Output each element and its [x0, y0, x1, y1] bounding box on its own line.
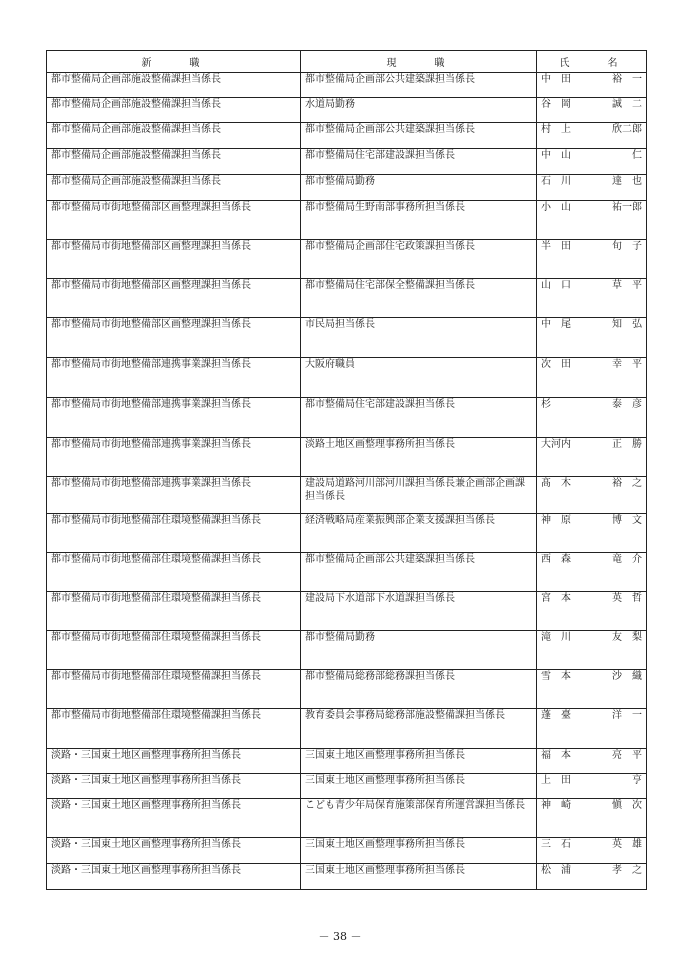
name-cell [537, 279, 647, 318]
name-wrap [541, 514, 642, 527]
given-name: 英 雄 [612, 839, 642, 850]
name-wrap [541, 175, 642, 188]
header-name: 氏 名 [537, 51, 647, 73]
new-post-cell: 都市整備局市街地整備部住環境整備課担当係長 [47, 670, 301, 709]
table-row [47, 592, 647, 631]
current-post-cell: 都市整備局企画部住宅政策課担当係長 [301, 240, 537, 279]
given-name: 亮 平 [612, 750, 642, 761]
family-name: 村 上 [541, 124, 571, 135]
table-row [47, 514, 647, 553]
table-row [47, 123, 647, 149]
name-wrap [541, 398, 642, 411]
name-wrap [541, 438, 642, 451]
current-post-cell: 三国東土地区画整理事務所担当係長 [301, 864, 537, 890]
given-name: 裕 一 [612, 74, 642, 85]
given-name: 祐一郎 [612, 202, 642, 213]
name-cell [537, 98, 647, 123]
family-name: 中 尾 [541, 319, 571, 330]
new-post-cell: 都市整備局企画部施設整備課担当係長 [47, 98, 301, 123]
name-cell [537, 358, 647, 398]
name-cell [537, 240, 647, 279]
name-wrap [541, 240, 642, 253]
current-post-cell: 経済戦略局産業振興部企業支援課担当係長 [301, 514, 537, 553]
family-name: 大河内 [541, 439, 571, 450]
name-cell [537, 864, 647, 890]
header-new-post: 新 職 [47, 51, 301, 73]
name-cell [537, 73, 647, 98]
given-name: 幸 平 [612, 359, 642, 370]
name-wrap [541, 592, 642, 605]
name-wrap [541, 709, 642, 722]
family-name: 石 川 [541, 176, 571, 187]
new-post-cell: 都市整備局市街地整備部住環境整備課担当係長 [47, 709, 301, 749]
given-name: 欣二郎 [612, 124, 642, 135]
family-name: 半 田 [541, 241, 571, 252]
new-post-cell: 都市整備局市街地整備部区画整理課担当係長 [47, 240, 301, 279]
new-post-cell: 都市整備局市街地整備部区画整理課担当係長 [47, 279, 301, 318]
name-wrap [541, 358, 642, 371]
name-cell [537, 438, 647, 477]
personnel-table [46, 50, 647, 890]
table-row [47, 201, 647, 240]
table-row [47, 398, 647, 438]
current-post-cell: 都市整備局総務部総務課担当係長 [301, 670, 537, 709]
name-wrap [541, 318, 642, 331]
current-post-cell: 市民局担当係長 [301, 318, 537, 358]
current-post-cell: 都市整備局住宅部建設課担当係長 [301, 398, 537, 438]
name-cell [537, 398, 647, 438]
current-post-cell: 水道局勤務 [301, 98, 537, 123]
new-post-cell: 淡路・三国東土地区画整理事務所担当係長 [47, 838, 301, 864]
name-cell [537, 749, 647, 774]
family-name: 次 田 [541, 359, 571, 370]
given-name: 泰 彦 [612, 399, 642, 410]
new-post-cell: 淡路・三国東土地区画整理事務所担当係長 [47, 864, 301, 890]
family-name: 山 口 [541, 280, 571, 291]
table-row [47, 670, 647, 709]
family-name: 上 田 [541, 775, 571, 786]
current-post-cell: 都市整備局勤務 [301, 631, 537, 670]
name-wrap [541, 149, 642, 162]
new-post-cell: 都市整備局市街地整備部連携事業課担当係長 [47, 358, 301, 398]
current-post-cell: 都市整備局生野南部事務所担当係長 [301, 201, 537, 240]
family-name: 中 田 [541, 74, 571, 85]
table-row [47, 631, 647, 670]
name-cell [537, 799, 647, 838]
current-post-cell: 建設局下水道部下水道課担当係長 [301, 592, 537, 631]
name-wrap [541, 631, 642, 644]
new-post-cell: 都市整備局市街地整備部区画整理課担当係長 [47, 201, 301, 240]
given-name: 草 平 [612, 280, 642, 291]
family-name: 杉 [541, 399, 551, 410]
new-post-cell: 都市整備局市街地整備部住環境整備課担当係長 [47, 631, 301, 670]
name-cell [537, 838, 647, 864]
table-row [47, 438, 647, 477]
name-cell [537, 670, 647, 709]
family-name: 西 森 [541, 554, 571, 565]
new-post-cell: 淡路・三国東土地区画整理事務所担当係長 [47, 774, 301, 799]
table-row [47, 553, 647, 592]
name-cell [537, 175, 647, 201]
table-row [47, 149, 647, 175]
page-number: － 38 － [318, 930, 362, 943]
new-post-cell: 都市整備局企画部施設整備課担当係長 [47, 149, 301, 175]
family-name: 福 本 [541, 750, 571, 761]
given-name: 孝 之 [612, 865, 642, 876]
name-wrap [541, 201, 642, 214]
new-post-cell: 都市整備局市街地整備部区画整理課担当係長 [47, 318, 301, 358]
current-post-cell: 都市整備局企画部公共建築課担当係長 [301, 73, 537, 98]
new-post-cell: 淡路・三国東土地区画整理事務所担当係長 [47, 799, 301, 838]
table-row [47, 774, 647, 799]
table-row [47, 358, 647, 398]
current-post-cell: 都市整備局企画部公共建築課担当係長 [301, 123, 537, 149]
given-name: 洋 一 [612, 710, 642, 721]
header-row [47, 51, 647, 73]
new-post-cell: 都市整備局企画部施設整備課担当係長 [47, 175, 301, 201]
table-row [47, 799, 647, 838]
family-name: 髙 木 [541, 478, 571, 489]
current-post-cell: こども青少年局保育施策部保育所運営課担当係長 [301, 799, 537, 838]
table-row [47, 318, 647, 358]
table-row [47, 240, 647, 279]
new-post-cell: 都市整備局市街地整備部住環境整備課担当係長 [47, 553, 301, 592]
current-post-cell: 三国東土地区画整理事務所担当係長 [301, 838, 537, 864]
family-name: 谷 岡 [541, 99, 571, 110]
name-wrap [541, 123, 642, 136]
name-cell [537, 123, 647, 149]
new-post-cell: 都市整備局市街地整備部住環境整備課担当係長 [47, 592, 301, 631]
table-body [47, 73, 647, 890]
current-post-cell: 三国東土地区画整理事務所担当係長 [301, 774, 537, 799]
family-name: 滝 川 [541, 632, 571, 643]
name-cell [537, 514, 647, 553]
name-wrap [541, 477, 642, 490]
name-wrap [541, 774, 642, 787]
name-cell [537, 553, 647, 592]
family-name: 松 浦 [541, 865, 571, 876]
given-name: 博 文 [612, 515, 642, 526]
name-wrap [541, 864, 642, 877]
name-cell [537, 631, 647, 670]
table-row [47, 838, 647, 864]
new-post-cell: 都市整備局企画部施設整備課担当係長 [47, 73, 301, 98]
given-name: 竜 介 [612, 554, 642, 565]
table-row [47, 477, 647, 514]
given-name: 誠 二 [612, 99, 642, 110]
table-row [47, 864, 647, 890]
given-name: 沙 織 [612, 671, 642, 682]
given-name: 知 弘 [612, 319, 642, 330]
table-row [47, 73, 647, 98]
name-cell [537, 201, 647, 240]
given-name: 旬 子 [612, 241, 642, 252]
name-wrap [541, 553, 642, 566]
family-name: 雪 本 [541, 671, 571, 682]
family-name: 小 山 [541, 202, 571, 213]
family-name: 蓬 臺 [541, 710, 571, 721]
current-post-cell: 都市整備局勤務 [301, 175, 537, 201]
name-cell [537, 318, 647, 358]
name-wrap [541, 799, 642, 812]
family-name: 神 崎 [541, 800, 571, 811]
current-post-cell: 都市整備局住宅部保全整備課担当係長 [301, 279, 537, 318]
given-name: 友 梨 [612, 632, 642, 643]
new-post-cell: 都市整備局市街地整備部連携事業課担当係長 [47, 438, 301, 477]
name-cell [537, 709, 647, 749]
given-name: 裕 之 [612, 478, 642, 489]
table-row [47, 98, 647, 123]
name-cell [537, 477, 647, 514]
table-row [47, 709, 647, 749]
given-name: 達 也 [612, 176, 642, 187]
current-post-cell: 建設局道路河川部河川課担当係長兼企画部企画課担当係長 [301, 477, 537, 514]
name-cell [537, 149, 647, 175]
family-name: 神 原 [541, 515, 571, 526]
current-post-cell: 淡路土地区画整理事務所担当係長 [301, 438, 537, 477]
name-wrap [541, 98, 642, 111]
name-wrap [541, 73, 642, 86]
new-post-cell: 都市整備局市街地整備部連携事業課担当係長 [47, 477, 301, 514]
current-post-cell: 都市整備局住宅部建設課担当係長 [301, 149, 537, 175]
new-post-cell: 都市整備局企画部施設整備課担当係長 [47, 123, 301, 149]
given-name: 仁 [632, 150, 642, 161]
given-name: 亨 [632, 775, 642, 786]
given-name: 愼 次 [612, 800, 642, 811]
family-name: 中 山 [541, 150, 571, 161]
new-post-cell: 都市整備局市街地整備部連携事業課担当係長 [47, 398, 301, 438]
header-current-post: 現 職 [301, 51, 537, 73]
name-cell [537, 592, 647, 631]
table-row [47, 175, 647, 201]
name-cell [537, 774, 647, 799]
name-wrap [541, 749, 642, 762]
name-wrap [541, 670, 642, 683]
current-post-cell: 教育委員会事務局総務部施設整備課担当係長 [301, 709, 537, 749]
given-name: 英 哲 [612, 593, 642, 604]
name-wrap [541, 838, 642, 851]
name-wrap [541, 279, 642, 292]
family-name: 三 石 [541, 839, 571, 850]
given-name: 正 勝 [612, 439, 642, 450]
current-post-cell: 三国東土地区画整理事務所担当係長 [301, 749, 537, 774]
family-name: 宮 本 [541, 593, 571, 604]
table-row [47, 749, 647, 774]
table-row [47, 279, 647, 318]
current-post-cell: 都市整備局企画部公共建築課担当係長 [301, 553, 537, 592]
new-post-cell: 淡路・三国東土地区画整理事務所担当係長 [47, 749, 301, 774]
current-post-cell: 大阪府職員 [301, 358, 537, 398]
new-post-cell: 都市整備局市街地整備部住環境整備課担当係長 [47, 514, 301, 553]
